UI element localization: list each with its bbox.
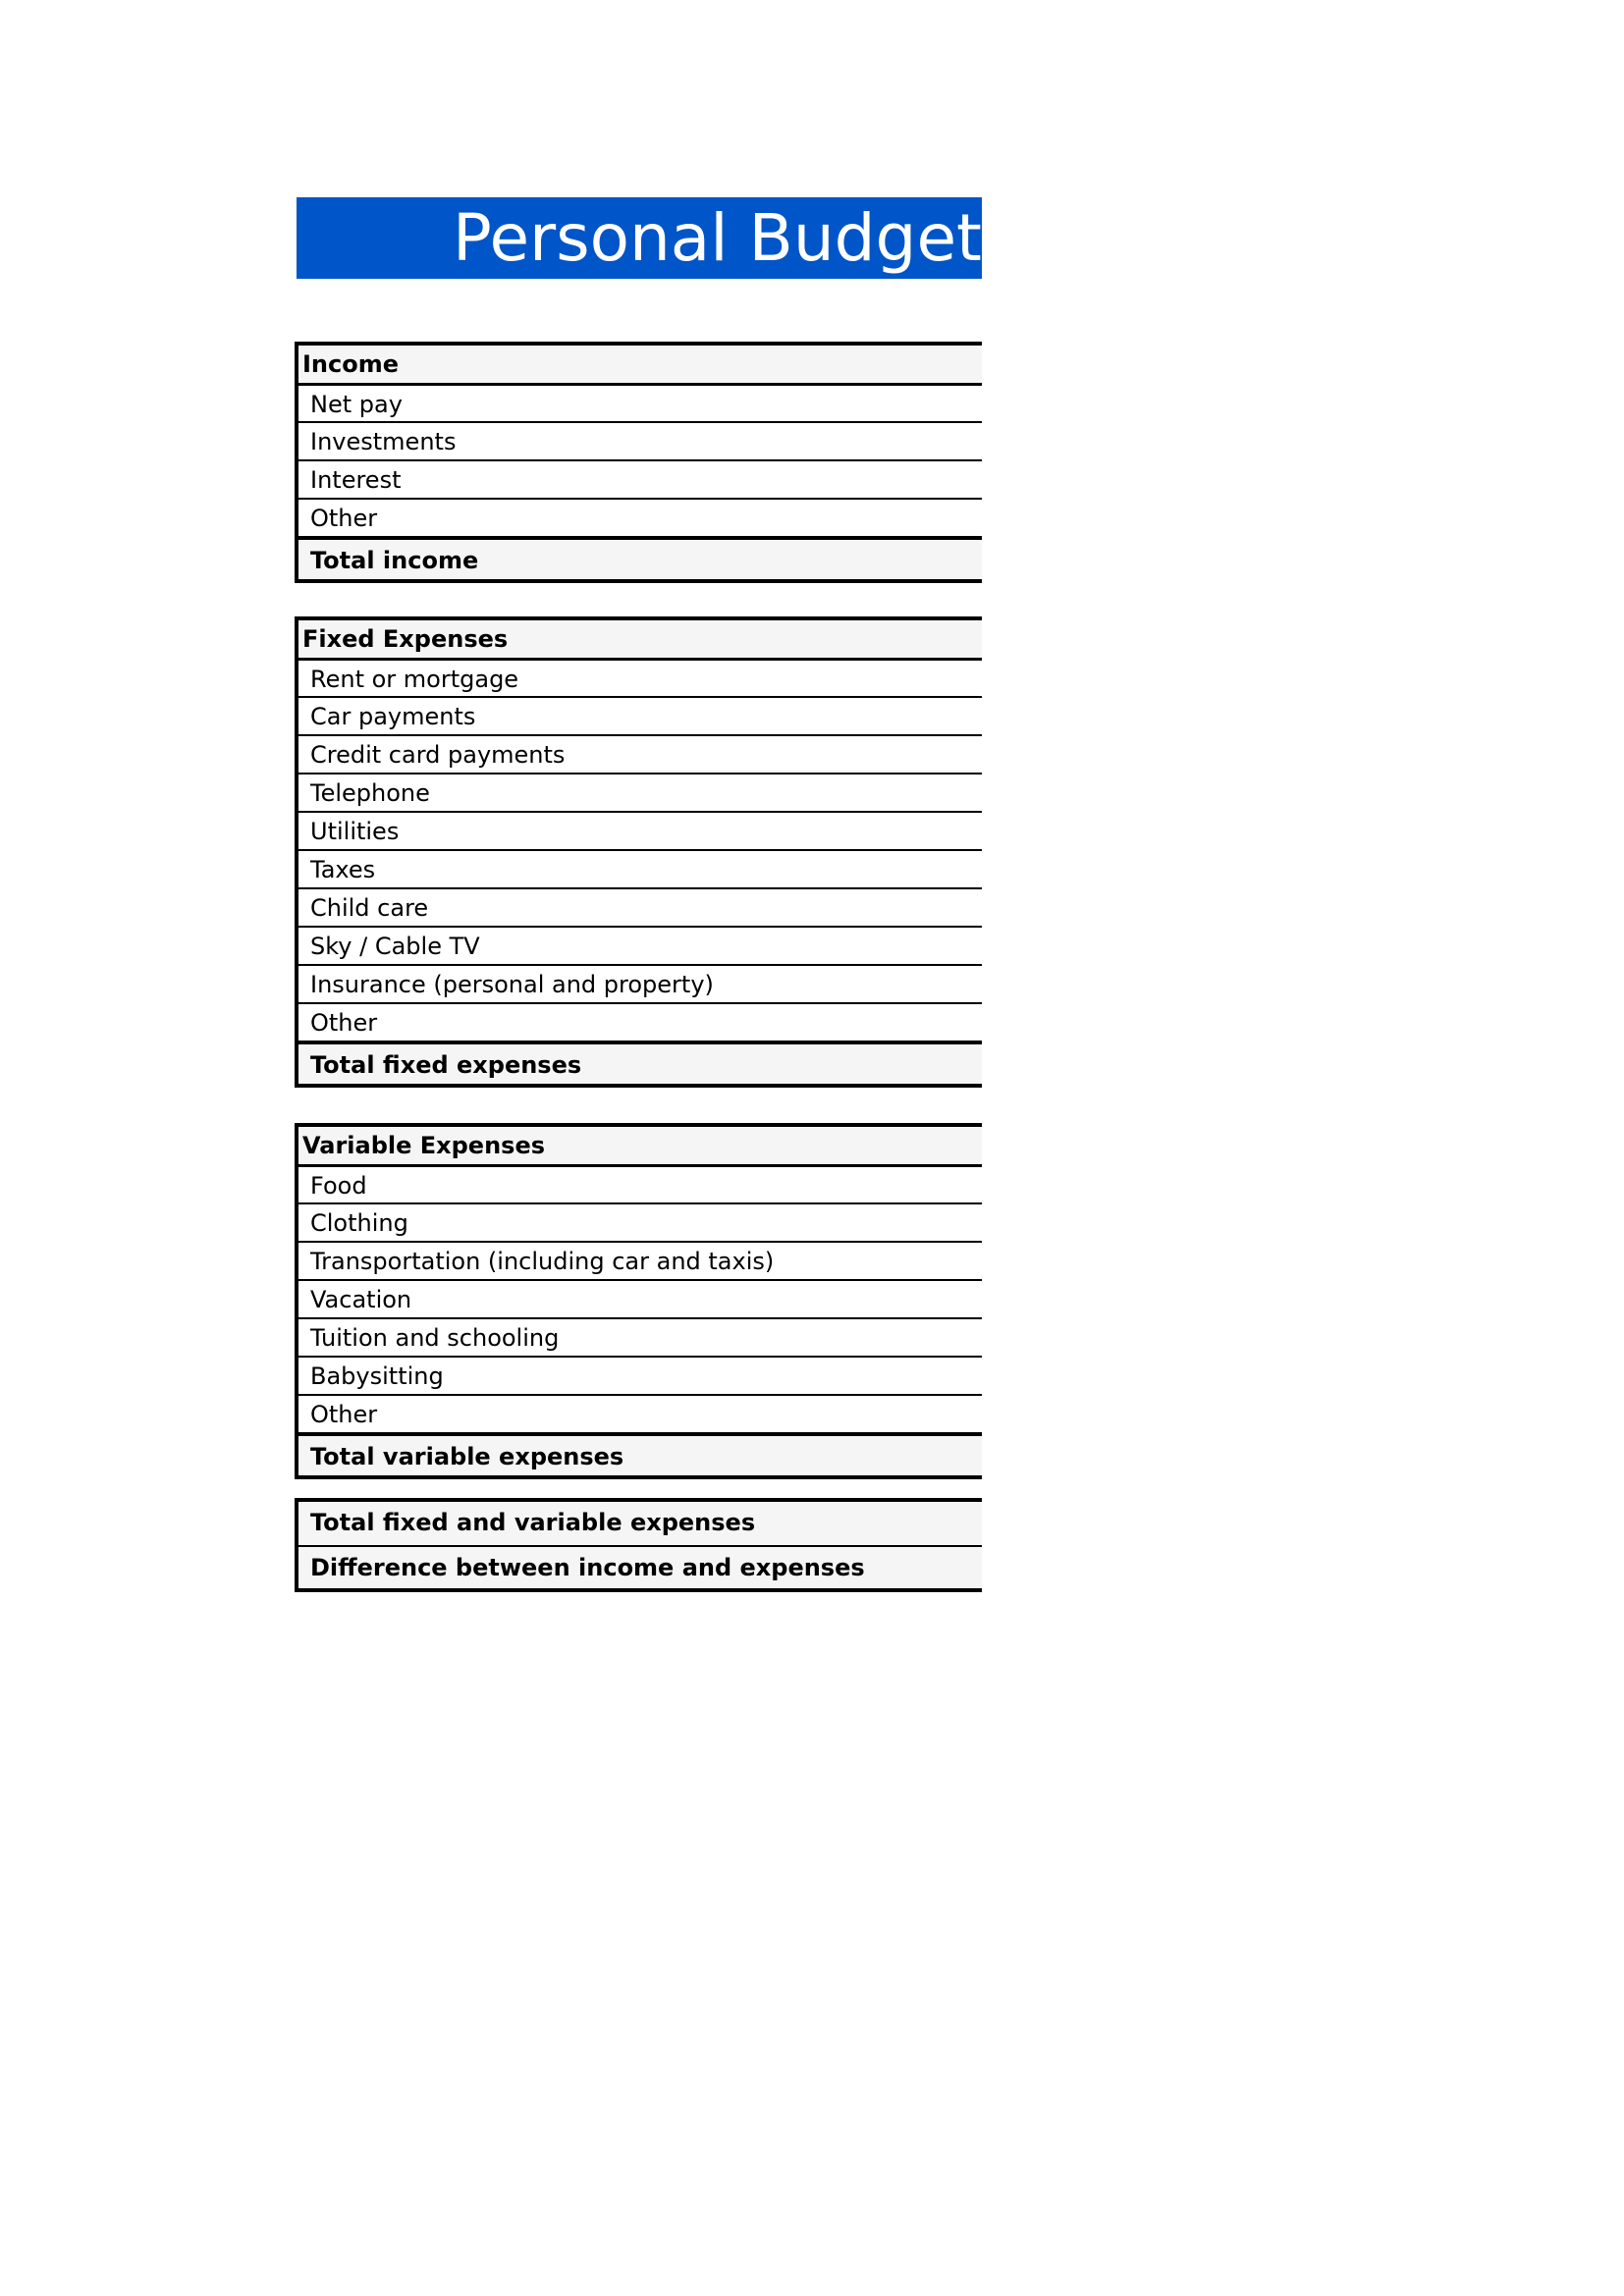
fixed-item-cable-tv[interactable]: Sky / Cable TV bbox=[298, 926, 982, 964]
fixed-item-child-care[interactable]: Child care bbox=[298, 887, 982, 926]
variable-item-clothing[interactable]: Clothing bbox=[298, 1202, 982, 1241]
difference-row: Difference between income and expenses bbox=[298, 1545, 982, 1588]
variable-expenses-section bbox=[295, 1123, 982, 1479]
income-item-other[interactable]: Other bbox=[298, 498, 982, 536]
fixed-item-other[interactable]: Other bbox=[298, 1002, 982, 1041]
variable-item-transportation[interactable]: Transportation (including car and taxis) bbox=[298, 1241, 982, 1279]
fixed-expenses-total: Total fixed expenses bbox=[298, 1041, 982, 1084]
variable-item-tuition[interactable]: Tuition and schooling bbox=[298, 1317, 982, 1356]
income-section bbox=[295, 342, 982, 583]
variable-item-vacation[interactable]: Vacation bbox=[298, 1279, 982, 1317]
summary-section bbox=[295, 1498, 982, 1592]
income-header: Income bbox=[298, 346, 982, 383]
fixed-item-rent[interactable]: Rent or mortgage bbox=[298, 658, 982, 696]
variable-item-food[interactable]: Food bbox=[298, 1164, 982, 1202]
fixed-item-credit-card[interactable]: Credit card payments bbox=[298, 734, 982, 773]
fixed-expenses-section bbox=[295, 616, 982, 1088]
variable-item-babysitting[interactable]: Babysitting bbox=[298, 1356, 982, 1394]
income-item-interest[interactable]: Interest bbox=[298, 459, 982, 498]
total-expenses-row: Total fixed and variable expenses bbox=[298, 1502, 982, 1545]
fixed-item-insurance[interactable]: Insurance (personal and property) bbox=[298, 964, 982, 1002]
income-total: Total income bbox=[298, 536, 982, 579]
fixed-item-car-payments[interactable]: Car payments bbox=[298, 696, 982, 734]
income-item-investments[interactable]: Investments bbox=[298, 421, 982, 459]
variable-expenses-header: Variable Expenses bbox=[298, 1127, 982, 1164]
income-item-net-pay[interactable]: Net pay bbox=[298, 383, 982, 421]
variable-expenses-total: Total variable expenses bbox=[298, 1432, 982, 1475]
fixed-expenses-header: Fixed Expenses bbox=[298, 620, 982, 658]
fixed-item-telephone[interactable]: Telephone bbox=[298, 773, 982, 811]
variable-item-other[interactable]: Other bbox=[298, 1394, 982, 1432]
page-title: Personal Budget P bbox=[297, 197, 982, 279]
fixed-item-utilities[interactable]: Utilities bbox=[298, 811, 982, 849]
fixed-item-taxes[interactable]: Taxes bbox=[298, 849, 982, 887]
